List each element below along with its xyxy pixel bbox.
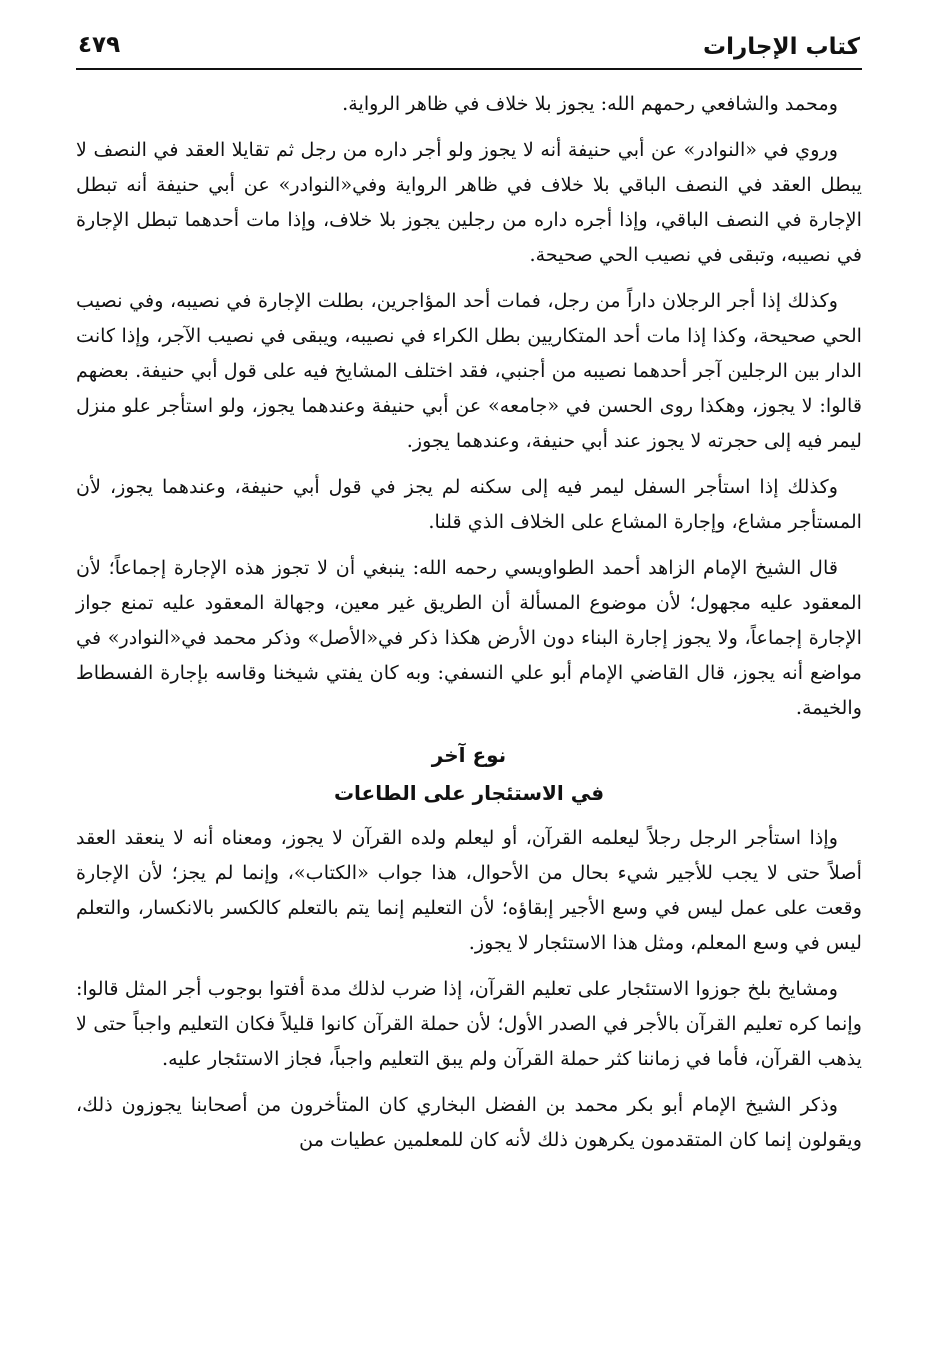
paragraph: قال الشيخ الإمام الزاهد أحمد الطواويسي رحمه الله: ينبغي أن لا تجوز هذه الإجارة إجماعاً؛ لأن المعقود عليه مجهول؛ لأن موضوع المسألة أن الطريق غير معين، وجهالة المعقود عليه تمنع جواز الإجارة إجماعاً، ولا يجوز إجارة البناء دون الأرض هكذا ذكر في«الأصل» وذكر محمد في«النوادر» في مواضع أنه يجوز، قال القاضي الإمام أبو علي النسفي: وبه كان يفتي شيخنا وقاسه بإجارة الفسطاط والخيمة. [76, 556, 862, 719]
running-title: كتاب الإجارات [703, 34, 860, 60]
section-subheading: في الاستئجار على الطاعات [333, 781, 605, 805]
section-heading-block [76, 736, 862, 812]
paragraph: وكذلك إذا أجر الرجلان داراً من رجل، فمات أحد المؤاجرين، بطلت الإجارة في نصيبه، وفي نصيب الحي صحيحة، وكذا إذا مات أحد المتكاريين بطل الكراء في نصيبه، ويبقى في نصيب الآجر، وإذا كانت الدار بين الرجلين آجر أحدهما نصيبه من أجنبي، فقد اختلف المشايخ فيه على قول أبي حنيفة. بعضهم قالوا: لا يجوز، وهكذا روى الحسن في «جامعه» عن أبي حنيفة وعندهما يجوز، ولو استأجر علو منزل ليمر فيه إلى حجرته لا يجوز عند أبي حنيفة، وعندهما يجوز. [76, 289, 862, 452]
page-number: ٤٧٩ [78, 32, 121, 58]
body-text [76, 86, 862, 1168]
paragraph: ومحمد والشافعي رحمهم الله: يجوز بلا خلاف في ظاهر الرواية. [342, 92, 838, 115]
paragraph: وروي في «النوادر» عن أبي حنيفة أنه لا يجوز ولو أجر داره من رجل ثم تقايلا العقد في النصف لا يبطل العقد في النصف الباقي بلا خلاف في ظاهر الرواية وفي«النوادر» عن أبي حنيفة أنه تبطل الإجارة في النصف الباقي، وإذا أجره داره من رجلين يجوز بلا خلاف، وإذا مات أحدهما تبطل الإجارة في نصيبه، وتبقى في نصيب الحي صحيحة. [76, 138, 862, 266]
page-header [76, 24, 862, 70]
paragraph: وإذا استأجر الرجل رجلاً ليعلمه القرآن، أو ليعلم ولده القرآن لا يجوز، ومعناه أنه لا ينعقد العقد أصلاً حتى لا يجب للأجير شيء بحال من الأحوال، هذا جواب «الكتاب»، وإنما لم يجز؛ لأن الإجارة وقعت على عمل ليس في وسع الأجير إبقاؤه؛ لأن التعليم إنما يتم بالتعلم كالكسر بالانكسار، والتعلم ليس في وسع المعلم، ومثل هذا الاستئجار لا يجوز. [76, 826, 862, 954]
paragraph: ومشايخ بلخ جوزوا الاستئجار على تعليم القرآن، إذا ضرب لذلك مدة أفتوا بوجوب أجر المثل قالوا: وإنما كره تعليم القرآن بالأجر في الصدر الأول؛ لأن حملة القرآن كانوا قليلاً فكان التعليم واجباً حتى لا يذهب القرآن، فأما في زماننا كثر حملة القرآن ولم يبق التعليم واجباً، فجاز الاستئجار عليه. [76, 977, 862, 1070]
paragraph: وكذلك إذا استأجر السفل ليمر فيه إلى سكنه لم يجز في قول أبي حنيفة، وعندهما يجوز، لأن المستأجر مشاع، وإجارة المشاع على الخلاف الذي قلنا. [76, 475, 862, 533]
paragraph: وذكر الشيخ الإمام أبو بكر محمد بن الفضل البخاري كان المتأخرون من أصحابنا يجوزون ذلك، ويقولون إنما كان المتقدمون يكرهون ذلك لأنه كان للمعلمين عطيات من [76, 1093, 862, 1151]
section-heading: نوع آخر [431, 743, 507, 767]
